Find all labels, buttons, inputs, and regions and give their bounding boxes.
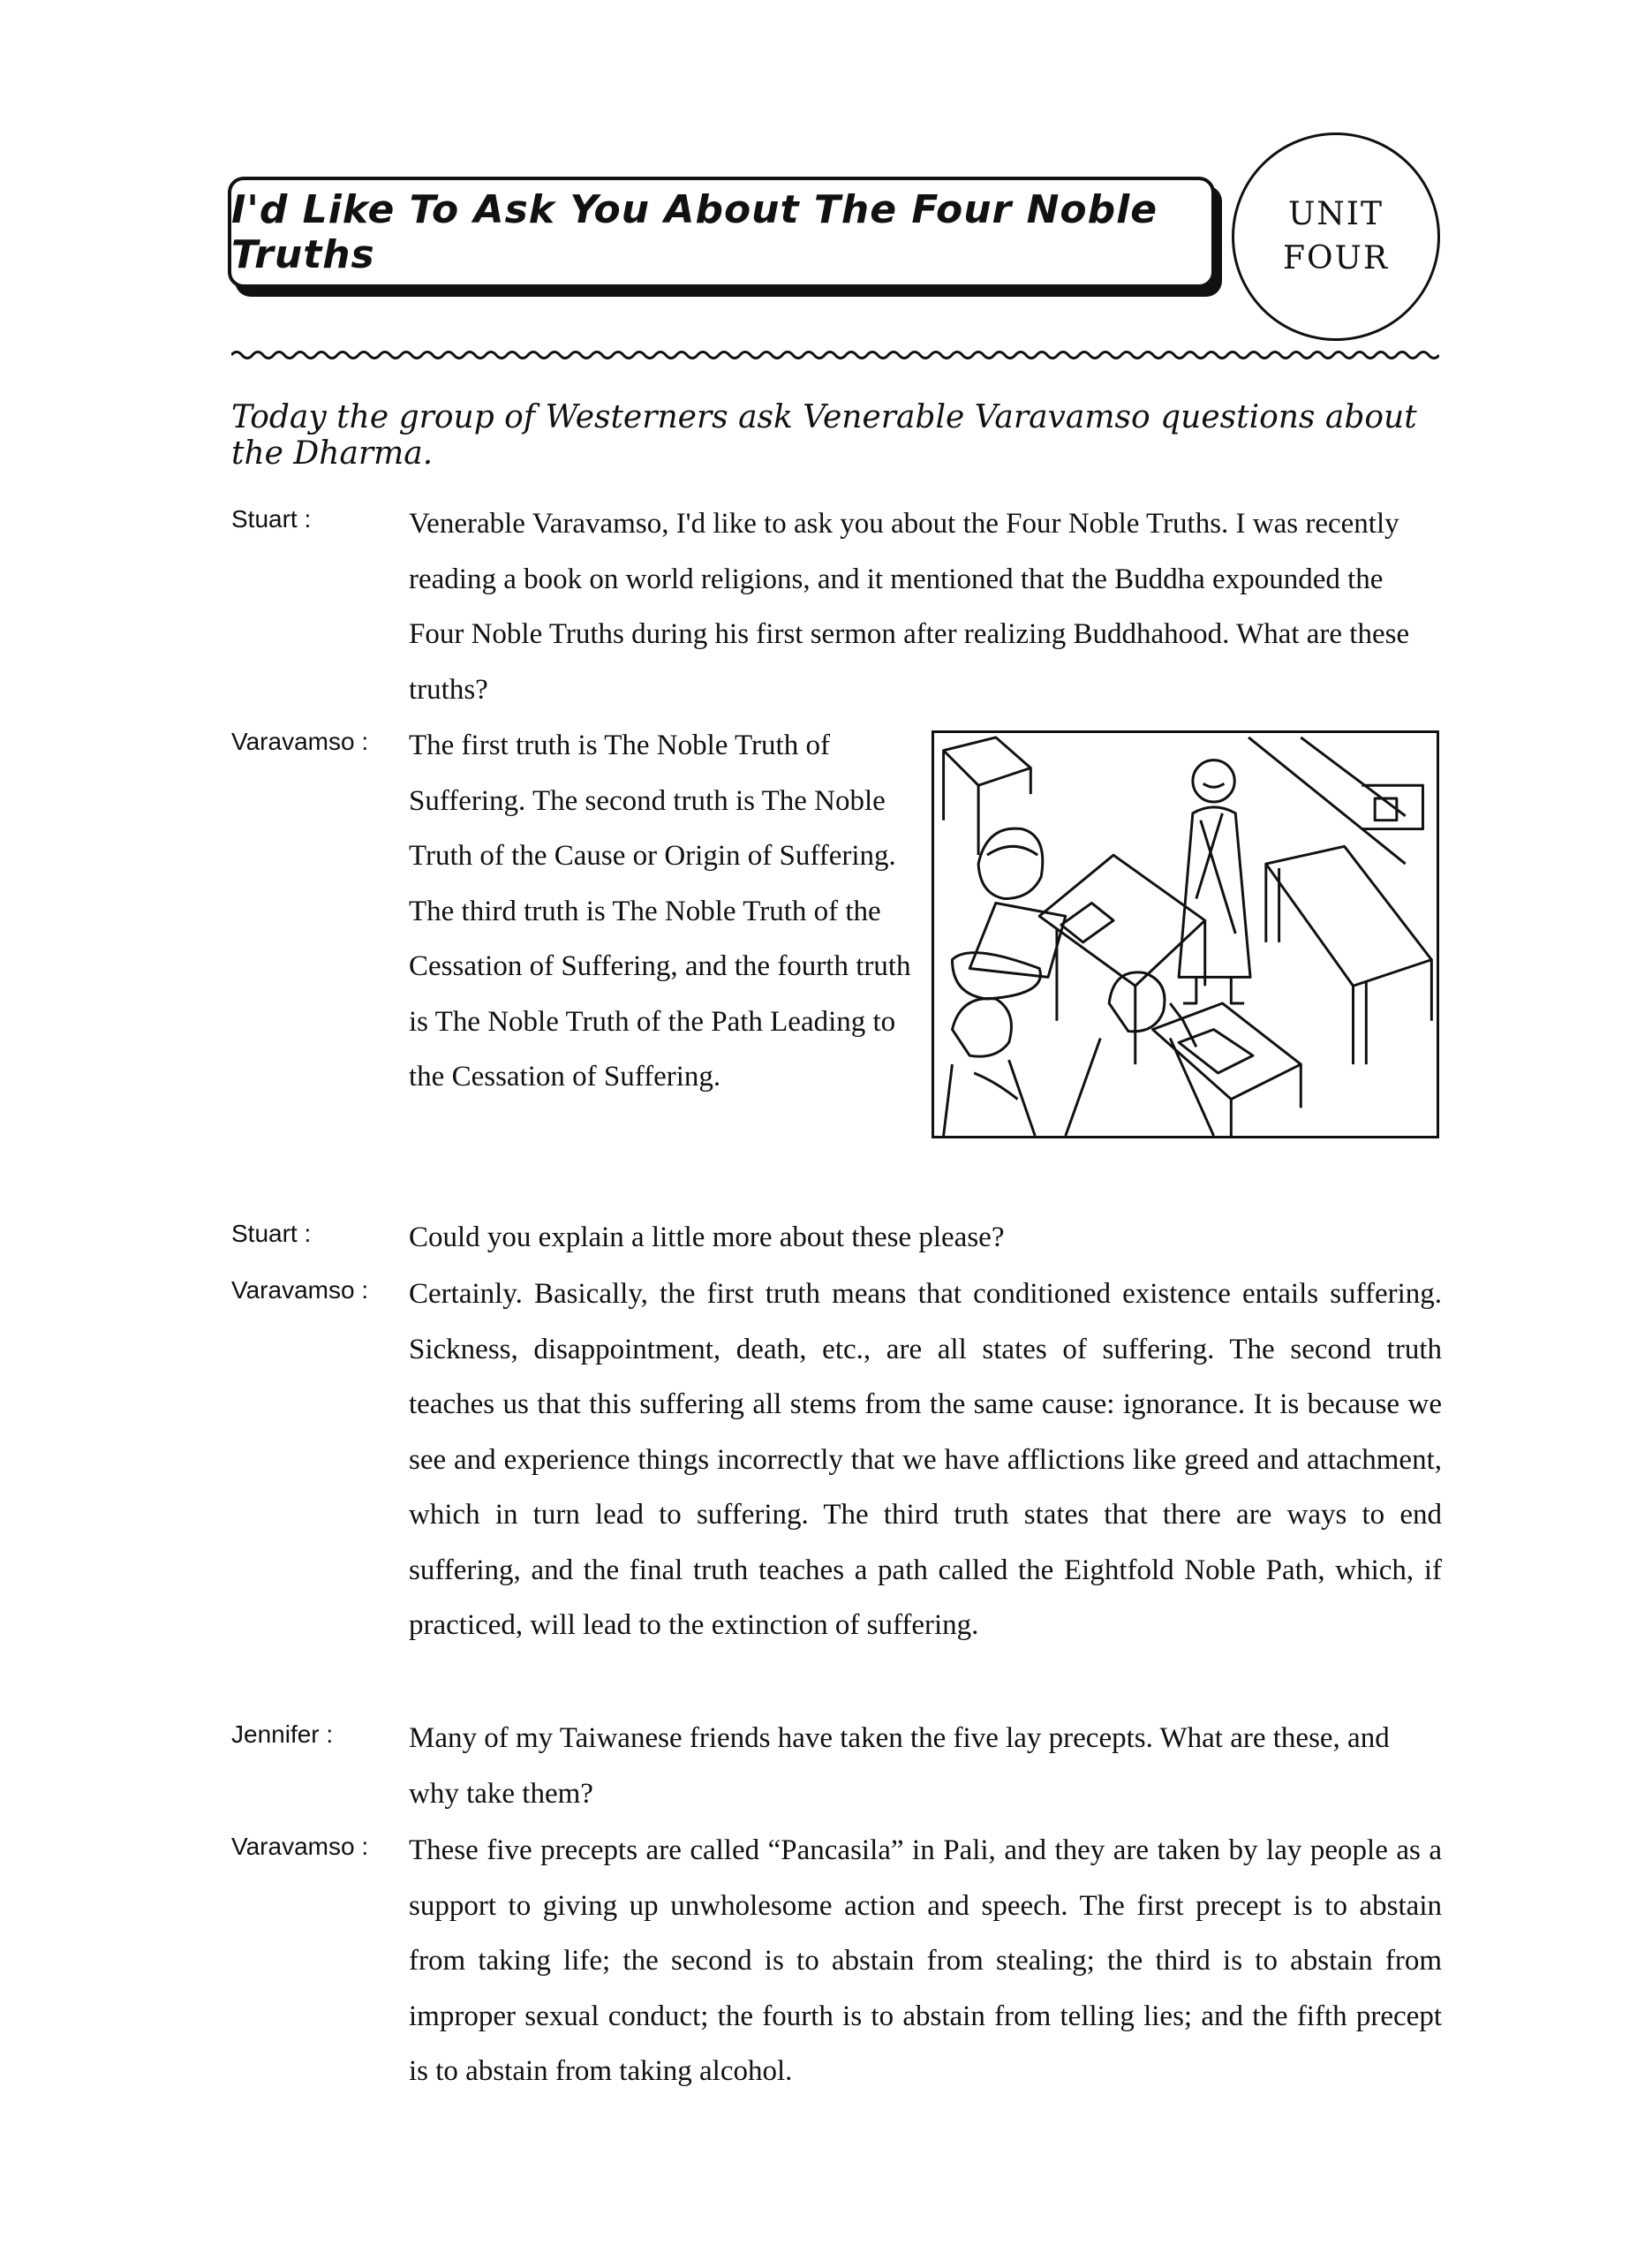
speech-text: Many of my Taiwanese friends have taken the five lay precepts. What are these, and why take them? xyxy=(409,1722,1390,1810)
speech-text: These five precepts are called “Pancasila” in Pali, and they are taken by lay people as a support to giving up unwholesome action and speech. The first precept is to abstain from taking life; the second is to abstain from stealing; the third is to abstain from improper sexual conduct; the fourth is to abstain from telling lies; and the fifth precept is to abstain from taking alcohol. xyxy=(409,1834,1442,2087)
speech-text: Venerable Varavamso, I'd like to ask you about the Four Noble Truths. I was recently reading a book on world religions, and it mentioned that the Buddha expounded the Four Noble Truths during his first sermon after realizing Buddhahood. What are these truths? xyxy=(409,508,1410,706)
speaker-label: Jennifer : xyxy=(231,1720,334,1748)
unit-title-banner xyxy=(228,177,1215,288)
speech-text: The first truth is The Noble Truth of Suffering. The second truth is The Noble Truth of the Cause or Origin of Suffering. The third truth is The Noble Truth of the Cessation of Suffering, and the fourth truth is The Noble Truth of the Path Leading to the Cessation of Suffering. xyxy=(409,730,911,1093)
unit-badge-label: UNIT xyxy=(1287,196,1384,232)
unit-badge-number: FOUR xyxy=(1283,240,1389,276)
speaker-label: Stuart : xyxy=(231,505,312,533)
speech-text: Certainly. Basically, the first truth means that conditioned existence entails suffering. Sickness, disappointment, death, etc., are all states of suffering. The second truth teaches us that this suffering all stems from the same cause: ignorance. It is because we see and experience things incorrectly that we have afflictions like greed and attachment, which in turn lead to suffering. The third truth states that there are ways to end suffering, and the final truth teaches a path called the Eightfold Noble Path, which, if practiced, will lead to the extinction of suffering. xyxy=(409,1278,1442,1641)
speaker-label: Varavamso : xyxy=(231,1833,369,1860)
wavy-divider xyxy=(231,346,1439,364)
unit-title: I'd Like To Ask You About The Four Noble Truths xyxy=(231,187,1158,277)
speaker-label: Stuart : xyxy=(231,1220,312,1247)
classroom-illustration xyxy=(932,730,1439,1138)
unit-badge xyxy=(1232,132,1440,341)
speaker-label: Varavamso : xyxy=(231,1276,369,1304)
intro-line: Today the group of Westerners ask Venerable Varavamso questions about the Dharma. xyxy=(231,399,1417,472)
speaker-label: Varavamso : xyxy=(231,728,369,755)
speech-text: Could you explain a little more about these please? xyxy=(409,1221,1005,1253)
